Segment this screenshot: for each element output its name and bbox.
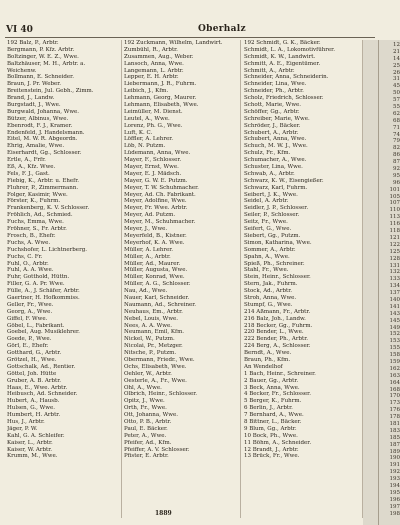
directory-entry: Seibert, J. K., Wwe.: [244, 191, 298, 198]
directory-entry: Otto, P. B., Arbtr.: [124, 418, 172, 425]
directory-entry: Stumpf, G., Wwe.: [244, 301, 293, 308]
directory-entry: 2 Bauer, Gg., Arbtr.: [244, 377, 299, 384]
directory-entry: Fuhl, O., Arbtr.: [7, 260, 49, 267]
directory-entry: Fuchs, Emma, Wwe.: [7, 219, 64, 226]
directory-entry: Goebel, Aug. Musiklehrer.: [7, 329, 80, 336]
directory-entry: Bollmann, E. Schneider.: [7, 74, 74, 81]
directory-entry: 192 Balz, P., Arbtr.: [7, 40, 59, 46]
directory-entry: Schott, Marie, Wwe.: [244, 102, 302, 109]
gutter-number: 145: [389, 317, 400, 324]
gutter-number: 86: [393, 152, 400, 159]
directory-entry: Fuchs, C. Fr.: [7, 253, 43, 260]
directory-entry: Meyerhof, K. A. Wwe.: [124, 239, 185, 246]
directory-entry: Boltzinger, W. E. Z., Wwe.: [7, 53, 79, 60]
directory-entry: Fels, F. J., Gast.: [7, 170, 50, 177]
gutter-number: 176: [389, 407, 400, 414]
gutter-number: 101: [389, 186, 400, 193]
header-rule: [5, 37, 375, 38]
directory-entry: Scholz, Friedrich, Schlosser.: [244, 95, 324, 102]
directory-entry: Müller, A. Lehrer.: [124, 246, 174, 253]
directory-entry: Ebenrodt, F. J., Kramer.: [7, 122, 73, 129]
gutter-number: 153: [389, 338, 400, 345]
directory-entry: Kaiser, L., Arbtr.: [7, 439, 53, 446]
gutter-number: 71: [393, 124, 400, 131]
directory-entry: Schulz, Fr., Kfm.: [244, 150, 291, 157]
directory-entry: 5 Berger, K., Fuhrm.: [244, 398, 302, 405]
gutter-number: 110: [389, 207, 400, 214]
directory-entry: Fülle, A., J. Schäfer, Arbtr.: [7, 288, 80, 295]
directory-entry: Schmitt, A., Arbtr.: [244, 67, 295, 74]
directory-entry: Humbert, H. Arbtr.: [7, 412, 61, 419]
gutter-number: 31: [393, 76, 400, 83]
directory-entry: 4 Becker, Fr., Schlosser.: [244, 391, 311, 398]
directory-entry: Lehmann, Elisabeth, Wwe.: [124, 102, 199, 109]
directory-entry: Hubert, A., Hausb.: [7, 398, 60, 405]
gutter-number: 57: [393, 97, 400, 104]
directory-entry: Göttel, Joh. Hütte: [7, 370, 57, 377]
directory-entry: Lüdemann, Anna, Wwe.: [124, 150, 191, 157]
directory-entry: Breitenstein, Jul. Gebh., Zimm.: [7, 88, 94, 95]
column-divider: [121, 40, 122, 518]
gutter-number: 133: [389, 276, 400, 283]
directory-entry: 1 Bach, Heinr., Schreiner.: [244, 370, 316, 377]
gutter-number: 187: [389, 441, 400, 448]
directory-entry: Baltzhäuser, M. H., Arbtr. a.: [7, 60, 86, 67]
gutter-number: 116: [389, 221, 400, 228]
directory-entry: Stern, Jak., Fuhrm.: [244, 281, 298, 288]
directory-entry: Stein, Heinr., Schlosser.: [244, 274, 311, 281]
directory-entry: Nees, A. A. Wwe.: [124, 322, 172, 329]
gutter-number: 87: [393, 159, 400, 166]
gutter-number: 105: [389, 193, 400, 200]
directory-entry: Müller, Konrad, Wwe.: [124, 274, 185, 281]
directory-entry: Stroh, Anna, Wwe.: [244, 294, 297, 301]
directory-entry: Schuster, Lina, Wwe.: [244, 164, 303, 171]
gutter-number: 95: [393, 172, 400, 179]
gutter-number: 191: [389, 462, 400, 469]
page-number: VI 40: [6, 25, 33, 35]
gutter-number: 197: [389, 503, 400, 510]
directory-entry: Meyerfeld, B., Kistner.: [124, 232, 187, 239]
directory-entry: Löb, N. Putzm.: [124, 143, 166, 150]
column-divider: [240, 40, 241, 518]
gutter-number: 190: [389, 455, 400, 462]
directory-entry: Fluhrer, P., Zimmermann.: [7, 184, 79, 191]
directory-entry: Naumann, Ad., Schreiner.: [124, 301, 197, 308]
gutter-number: 141: [389, 303, 400, 310]
directory-entry: Görl, E., Ehefr.: [7, 343, 49, 350]
directory-entry: Lansoch, Anna, Wwe.: [124, 60, 184, 67]
gutter-number: 122: [389, 241, 400, 248]
gutter-number: 50: [393, 90, 400, 97]
directory-entry: An Wendelhof: [244, 363, 283, 370]
directory-entry: Stock, Ad., Arbtr.: [244, 288, 293, 295]
gutter-number: 128: [389, 255, 400, 262]
directory-entry: Braun, J. Pr. Weber.: [7, 81, 62, 88]
directory-entry: 3 Beck, Anna, Wwe.: [244, 384, 300, 391]
directory-entry: Kaiser, W. Arbtr.: [7, 446, 53, 453]
directory-entry: Haas, E., Wwe. Arbtr.: [7, 384, 68, 391]
directory-entry: Seidler, J. P., Schlosser.: [244, 205, 309, 212]
directory-entry: Schubert, Anna, Wwe.: [244, 136, 307, 143]
directory-entry: Schmidt, K. W., Landwirt.: [244, 53, 316, 60]
gutter-number: 92: [393, 166, 400, 173]
directory-entry: Nauer, Karl, Schneider.: [124, 294, 190, 301]
directory-entry: Sommer, A., Arbtr.: [244, 246, 296, 253]
directory-entry: 7 Bernhard, A., Wwe.: [244, 412, 304, 419]
gutter-number: 132: [389, 269, 400, 276]
gutter-number: 74: [393, 131, 400, 138]
directory-entry: 13 Brück, Fr., Wwe.: [244, 453, 300, 460]
directory-entry: 6 Berlin, J., Arbtr.: [244, 405, 293, 412]
directory-entry: Burgwald, Johanna, Wwe.: [7, 108, 80, 115]
directory-entry: Förster, K., Fuhrm.: [7, 198, 61, 205]
gutter-number: 196: [389, 496, 400, 503]
gutter-number: 181: [389, 420, 400, 427]
directory-entry: Müller, Augusta, Wwe.: [124, 267, 188, 274]
gutter-number: 137: [389, 290, 400, 297]
gutter-number: 170: [389, 393, 400, 400]
directory-entry: Seitz, Fr., Wwe.: [244, 219, 288, 226]
gutter-number: 143: [389, 310, 400, 317]
page-header: [0, 0, 375, 40]
directory-entry: Schröder, J., Bäcker.: [244, 122, 301, 129]
directory-entry: Müller, Ad., Maurer.: [124, 260, 181, 267]
directory-entry: Paul, E. Bäcker.: [124, 425, 168, 432]
directory-entry: Goede, P., Wwe.: [7, 336, 52, 343]
directory-entry: Brand, J., Landw.: [7, 95, 55, 102]
directory-entry: Nitsche, P., Putzm.: [124, 350, 177, 357]
directory-entry: Fuhr, Gotthold, Hüttn.: [7, 274, 70, 281]
directory-entry: 192 Schmidt, G. K., Bäcker.: [244, 40, 321, 46]
directory-entry: Lehmann, Georg, Maurer.: [124, 95, 197, 102]
gutter-number: 149: [389, 324, 400, 331]
gutter-number: 183: [389, 427, 400, 434]
directory-entry: 222 Bender, Ph., Arbtr.: [244, 336, 308, 343]
gutter-number: 79: [393, 138, 400, 145]
directory-entry: Ohl, A., Wwe.: [124, 384, 162, 391]
directory-entry: Nau, Ad., Wwe.: [124, 288, 168, 295]
directory-entry: 214 Aßmann, Fr., Arbtr.: [244, 308, 311, 315]
column-2: [124, 40, 237, 460]
directory-entry: Oesterle, A., Fr., Wwe.: [124, 377, 187, 384]
directory-entry: Meyer, Fr. Wwe. Arbtr.: [124, 205, 188, 212]
directory-entry: Lorenz, Ph. G., Wwe.: [124, 122, 183, 129]
gutter-number: 55: [393, 104, 400, 111]
directory-entry: Fuchshofer, L. Lichtnerberg.: [7, 246, 87, 253]
directory-entry: Schreiber, Marie, Wwe.: [244, 115, 310, 122]
directory-entry: Krumm, M., Wwe.: [7, 453, 58, 460]
directory-entry: Seifert, G., Wwe.: [244, 226, 292, 233]
directory-entry: Meyer, T. W. Schuhmacher.: [124, 184, 199, 191]
directory-entry: Meyer, Ad. Putzm.: [124, 212, 176, 219]
gutter-number: 25: [393, 62, 400, 69]
directory-entry: Gottschalk, Ad., Rentier.: [7, 363, 76, 370]
directory-entry: Müller, A., Arbtr.: [124, 253, 171, 260]
directory-entry: Meyer, Ad. Ch. Fabrikant.: [124, 191, 196, 198]
directory-entry: Obermann, Friedr., Wwe.: [124, 356, 195, 363]
directory-entry: Bergmann, P. Kfz. Arbtr.: [7, 46, 75, 53]
directory-entry: Ertle, A., Frfr.: [7, 157, 46, 164]
column-3: [244, 40, 360, 460]
directory-entry: Frankenberg, K. V. Schlosser.: [7, 205, 90, 212]
directory-entry: Eß, A., Kfz. Wwe.: [7, 164, 56, 171]
directory-entry: Endenfeld, J. Handelsmann.: [7, 129, 85, 136]
directory-entry: Schwarz, K. W., Eisengießer.: [244, 177, 324, 184]
directory-entry: Mayer, G. W. E. Putzm.: [124, 177, 188, 184]
directory-entry: Schmitt, A. E., Eigentümer.: [244, 60, 321, 67]
gutter-numbers: [384, 42, 400, 517]
page-code: 1889: [155, 510, 172, 517]
gutter-number: 118: [389, 228, 400, 235]
directory-entry: 192 Zuckmann, Wilhelm, Landwirt.: [124, 40, 223, 46]
directory-entry: Braun, Ph., Kfm.: [244, 356, 291, 363]
gutter-number: 152: [389, 331, 400, 338]
directory-entry: Hus, J., Arbtr.: [7, 418, 45, 425]
directory-entry: Gruber, A. B. Arbtr.: [7, 377, 61, 384]
gutter-number: 113: [389, 214, 400, 221]
directory-entry: Mayer, Ernst, Wwe.: [124, 164, 179, 171]
directory-entry: Nicolai, Pr., Metzger.: [124, 343, 183, 350]
directory-entry: Berndt, A., Wwe.: [244, 350, 292, 357]
directory-entry: Langemann, L. Arbtr.: [124, 67, 184, 74]
directory-entry: 8 Bittner, L., Bäcker.: [244, 418, 302, 425]
directory-entry: Schwarz, Karl, Fuhrm.: [244, 184, 308, 191]
directory-entry: Mayer, F., Schlosser.: [124, 157, 182, 164]
gutter-number: 140: [389, 296, 400, 303]
directory-entry: Leibich, J., Kfm.: [124, 88, 169, 95]
gutter-number: 155: [389, 345, 400, 352]
directory-entry: Schneider, Lina, Wwe.: [244, 81, 307, 88]
directory-entry: Stahl, Fr., Wwe.: [244, 267, 289, 274]
gutter-number: 159: [389, 358, 400, 365]
page-edge: [378, 40, 379, 525]
directory-entry: Filler, G. A. Pr. Wwe.: [7, 281, 65, 288]
gutter-number: 14: [393, 55, 400, 62]
gutter-number: 134: [389, 283, 400, 290]
gutter-number: 168: [389, 386, 400, 393]
directory-entry: Schneider, Anna, Schneiderin.: [244, 74, 329, 81]
gutter-number: 194: [389, 483, 400, 489]
directory-entry: Folger, Kasimir, Wwe.: [7, 191, 68, 198]
directory-entry: Spahn, A., Wwe.: [244, 253, 290, 260]
directory-entry: Fuchs, A. Wwe.: [7, 239, 51, 246]
directory-entry: Seidel, A. Arbtr.: [244, 198, 289, 205]
directory-entry: Peter, A., Wwe.: [124, 432, 167, 439]
directory-entry: Schmidt, L. A., Lokomotivführer.: [244, 46, 335, 53]
directory-entry: Schöffer, Gg., Arbtr.: [244, 108, 300, 115]
directory-entry: Orth, Fr., Wwe.: [124, 405, 167, 412]
gutter-number: 96: [393, 179, 400, 186]
directory-entry: 218 Becker, Gg., Fuhrm.: [244, 322, 313, 329]
gutter-number: 125: [389, 248, 400, 255]
directory-entry: Kahl, G. A. Schleifer.: [7, 432, 65, 439]
directory-entry: Luft, K. C.: [124, 129, 153, 136]
gutter-number: 192: [389, 469, 400, 476]
directory-entry: Pfeiffer, A. V. Schlosser.: [124, 446, 190, 453]
directory-entry: Fuhl, A. A. Wwe.: [7, 267, 54, 274]
directory-entry: Opitz, J., Wwe.: [124, 398, 165, 405]
gutter-number: 193: [389, 476, 400, 483]
gutter-number: 164: [389, 379, 400, 386]
directory-entry: Olbrich, Heinr., Schlosser.: [124, 391, 198, 398]
directory-entry: Neumann, Emil, Kfm.: [124, 329, 185, 336]
directory-entry: Giffel, F. Wwe.: [7, 315, 48, 322]
directory-entry: Meyer, M., Schuhmacher.: [124, 219, 196, 226]
directory-entry: Neuhaus, Em., Arbtr.: [124, 308, 183, 315]
directory-entry: Heibusch, Ad. Schneider.: [7, 391, 78, 398]
directory-entry: Nebel, Louis, Wwe.: [124, 315, 179, 322]
directory-entry: Georg, A., Wwe.: [7, 308, 53, 315]
gutter-number: 121: [389, 234, 400, 241]
directory-entry: Gaertner, H. Hofkommiss.: [7, 294, 80, 301]
directory-entry: 9 Blum, Gg., Arbtr.: [244, 425, 297, 432]
gutter-number: 185: [389, 434, 400, 441]
directory-entry: Fiebig, K., Arbtr. u. Ehefr.: [7, 177, 79, 184]
directory-entry: 12 Brandt, J., Arbtr.: [244, 446, 299, 453]
directory-entry: 224 Berg, A., Schlosser.: [244, 343, 311, 350]
directory-entry: Meyer, Adolfine, Wwe.: [124, 198, 187, 205]
directory-entry: Schubert, A., Arbtr.: [244, 129, 299, 136]
directory-entry: Oehler, W., Arbtr.: [124, 370, 172, 377]
directory-entry: Ott, Johanna, Wwe.: [124, 412, 178, 419]
directory-entry: Seiler, P., Schlosser.: [244, 212, 300, 219]
directory-entry: Mayer, E. J. Mädsch.: [124, 170, 182, 177]
directory-entry: 11 Böhm, A., Schneider.: [244, 439, 312, 446]
directory-entry: 10 Bock, Ph., Wwe.: [244, 432, 298, 439]
directory-entry: Siebert, Gg., Putzm.: [244, 232, 301, 239]
directory-entry: Grötzel, H., Wwe.: [7, 356, 57, 363]
directory-entry: Leutel, A., Wwe.: [124, 115, 170, 122]
directory-entry: Hulsen, G., Wwe.: [7, 405, 56, 412]
directory-columns: [0, 40, 400, 525]
gutter-number: 198: [389, 510, 400, 517]
gutter-number: 162: [389, 365, 400, 372]
directory-entry: Meyer, J., Wwe.: [124, 226, 168, 233]
directory-entry: Schneider, Ph., Arbtr.: [244, 88, 304, 95]
directory-entry: Pfeifer, Ad., Kfm.: [124, 439, 172, 446]
gutter-number: 68: [393, 117, 400, 124]
gutter-number: 82: [393, 145, 400, 152]
directory-entry: Gotthard, G., Arbtr.: [7, 350, 62, 357]
directory-entry: 216 Balz, Joh., Landw.: [244, 315, 306, 322]
gutter-number: 12: [393, 42, 400, 48]
directory-entry: Spieß, Ph., Schreiner.: [244, 260, 305, 267]
directory-entry: Fröhner, S., Fr. Arbtr.: [7, 226, 67, 233]
gutter-number: 107: [389, 200, 400, 207]
gutter-number: 21: [393, 48, 400, 55]
directory-entry: Frosch, B., Ehefr.: [7, 232, 56, 239]
directory-entry: Ochs, Elisabeth, Wwe.: [124, 363, 187, 370]
gutter-number: 158: [389, 352, 400, 359]
directory-entry: Jäger, P. W.: [7, 425, 38, 432]
gutter-number: 189: [389, 448, 400, 455]
directory-entry: Löffler, A. Lehrer.: [124, 136, 173, 143]
gutter-number: 45: [393, 83, 400, 90]
directory-entry: Geller, Fr., Wwe.: [7, 301, 54, 308]
page-title: Oberhalz: [198, 24, 246, 34]
gutter-number: 131: [389, 262, 400, 269]
gutter-number: 173: [389, 400, 400, 407]
directory-entry: Schumacher, A., Wwe.: [244, 157, 307, 164]
directory-entry: Zusammen, Aug., Weber.: [124, 53, 194, 60]
gutter-number: 163: [389, 372, 400, 379]
directory-entry: Liebermann, J. R., Fuhrm.: [124, 81, 197, 88]
directory-entry: Ehrig, Amalie, Wwe.: [7, 143, 65, 150]
directory-entry: Schwab, A., Arbtr.: [244, 170, 295, 177]
directory-entry: Zumbühl, R., Arbtr.: [124, 46, 178, 53]
directory-entry: Weichenw.: [7, 67, 37, 74]
gutter-number: 195: [389, 489, 400, 496]
gutter-number: 178: [389, 414, 400, 421]
directory-entry: Müller, A. G., Schlosser.: [124, 281, 191, 288]
directory-entry: Eiserhardt, Gg., Schlosser.: [7, 150, 82, 157]
directory-entry: Eitel, M. W. R. Abgeordn.: [7, 136, 78, 143]
directory-entry: Schuch, M. W. J., Wwe.: [244, 143, 308, 150]
directory-entry: Bützer, Albinus, Wwe.: [7, 115, 69, 122]
gutter-number: 26: [393, 69, 400, 76]
directory-entry: Fröhlich, Ad., Schmied.: [7, 212, 73, 219]
directory-entry: Simon, Katharina, Wwe.: [244, 239, 312, 246]
directory-entry: Pfister, E. Arbtr.: [124, 453, 169, 460]
directory-entry: Lepper, E. H. Arbtr.: [124, 74, 179, 81]
gutter-number: 62: [393, 110, 400, 117]
directory-entry: Nickel, W., Putzm.: [124, 336, 175, 343]
directory-entry: 220 Bender, L., Wwe.: [244, 329, 304, 336]
directory-entry: Leimüller, M. Dienst.: [124, 108, 183, 115]
directory-entry: Göbel, L., Fabrikant.: [7, 322, 65, 329]
column-1: [7, 40, 120, 460]
directory-entry: Burgstadt, J., Wwe.: [7, 102, 61, 109]
